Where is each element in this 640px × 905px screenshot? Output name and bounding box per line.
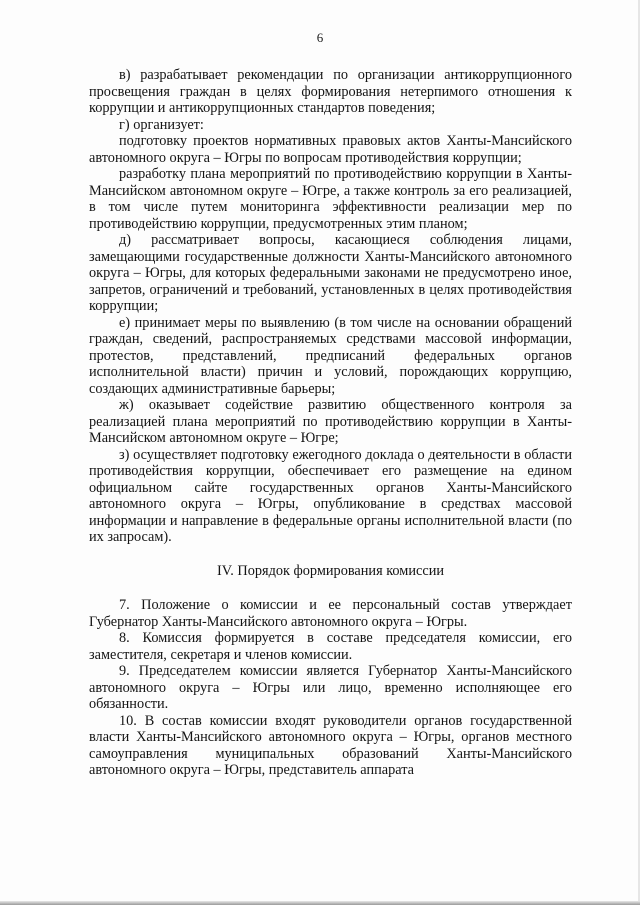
clause-9: 9. Председателем комиссии является Губернатор Ханты-Мансийского автономного округа – Югры или лицо, временно исполняющее его обязанности. (89, 663, 572, 712)
paragraph-v: в) разрабатывает рекомендации по организации антикоррупционного просвещения граждан в целях формирования нетерпимого отношения к коррупции и антикоррупционных стандартов поведения; (89, 67, 572, 116)
paragraph-g-item-2: разработку плана мероприятий по противодействию коррупции в Ханты-Мансийском автономном округе – Югре, а также контроль за его реализацией, в том числе путем мониторинга эффективности реализации мер по противодействию коррупции, предусмотренных этим планом; (89, 166, 572, 232)
paragraph-g: г) организует: (119, 116, 204, 133)
page-number: 6 (316, 30, 324, 45)
scan-edge-bottom (0, 901, 640, 905)
clause-7: 7. Положение о комиссии и ее персональный состав утверждает Губернатор Ханты-Мансийского автономного округа – Югры. (89, 597, 572, 630)
paragraph-g-item-1: подготовку проектов нормативных правовых актов Ханты-Мансийского автономного округа – Югры по вопросам противодействия коррупции; (89, 133, 572, 166)
clause-10: 10. В состав комиссии входят руководители органов государственной власти Ханты-Мансийского автономного округа – Югры, органов местного самоуправления муниципальных образований Ханты-Мансийского автономного округа – Югры, представитель аппарата (89, 712, 572, 778)
paragraph-d: д) рассматривает вопросы, касающиеся соблюдения лицами, замещающими государственные должности Ханты-Мансийского автономного округа – Югры, для которых федеральными законами не предусмотрено иное, запретов, ограничений и требований, установленных в целях противодействия коррупции; (89, 232, 572, 314)
clause-8: 8. Комиссия формируется в составе председателя комиссии, его заместителя, секретаря и членов комиссии. (89, 630, 572, 663)
paragraph-zh: ж) оказывает содействие развитию общественного контроля за реализацией плана мероприятий по противодействию коррупции в Ханты-Мансийском автономном округе – Югре; (89, 397, 572, 446)
paragraph-z: з) осуществляет подготовку ежегодного доклада о деятельности в области противодействия коррупции, обеспечивает его размещение на едином официальном сайте государственных органов Ханты-Мансийского автономного округа – Югры, опубликование в средствах массовой информации и направление в федеральные органы исполнительной власти (по их запросам). (89, 446, 572, 545)
paragraph-e: е) принимает меры по выявлению (в том числе на основании обращений граждан, сведений, распространяемых средствами массовой информации, протестов, представлений, предписаний федеральных органов исполнительной власти) причин и условий, порождающих коррупцию, создающих административные барьеры; (89, 314, 572, 397)
document-body (89, 67, 572, 779)
section-heading: IV. Порядок формирования комиссии (216, 562, 445, 579)
